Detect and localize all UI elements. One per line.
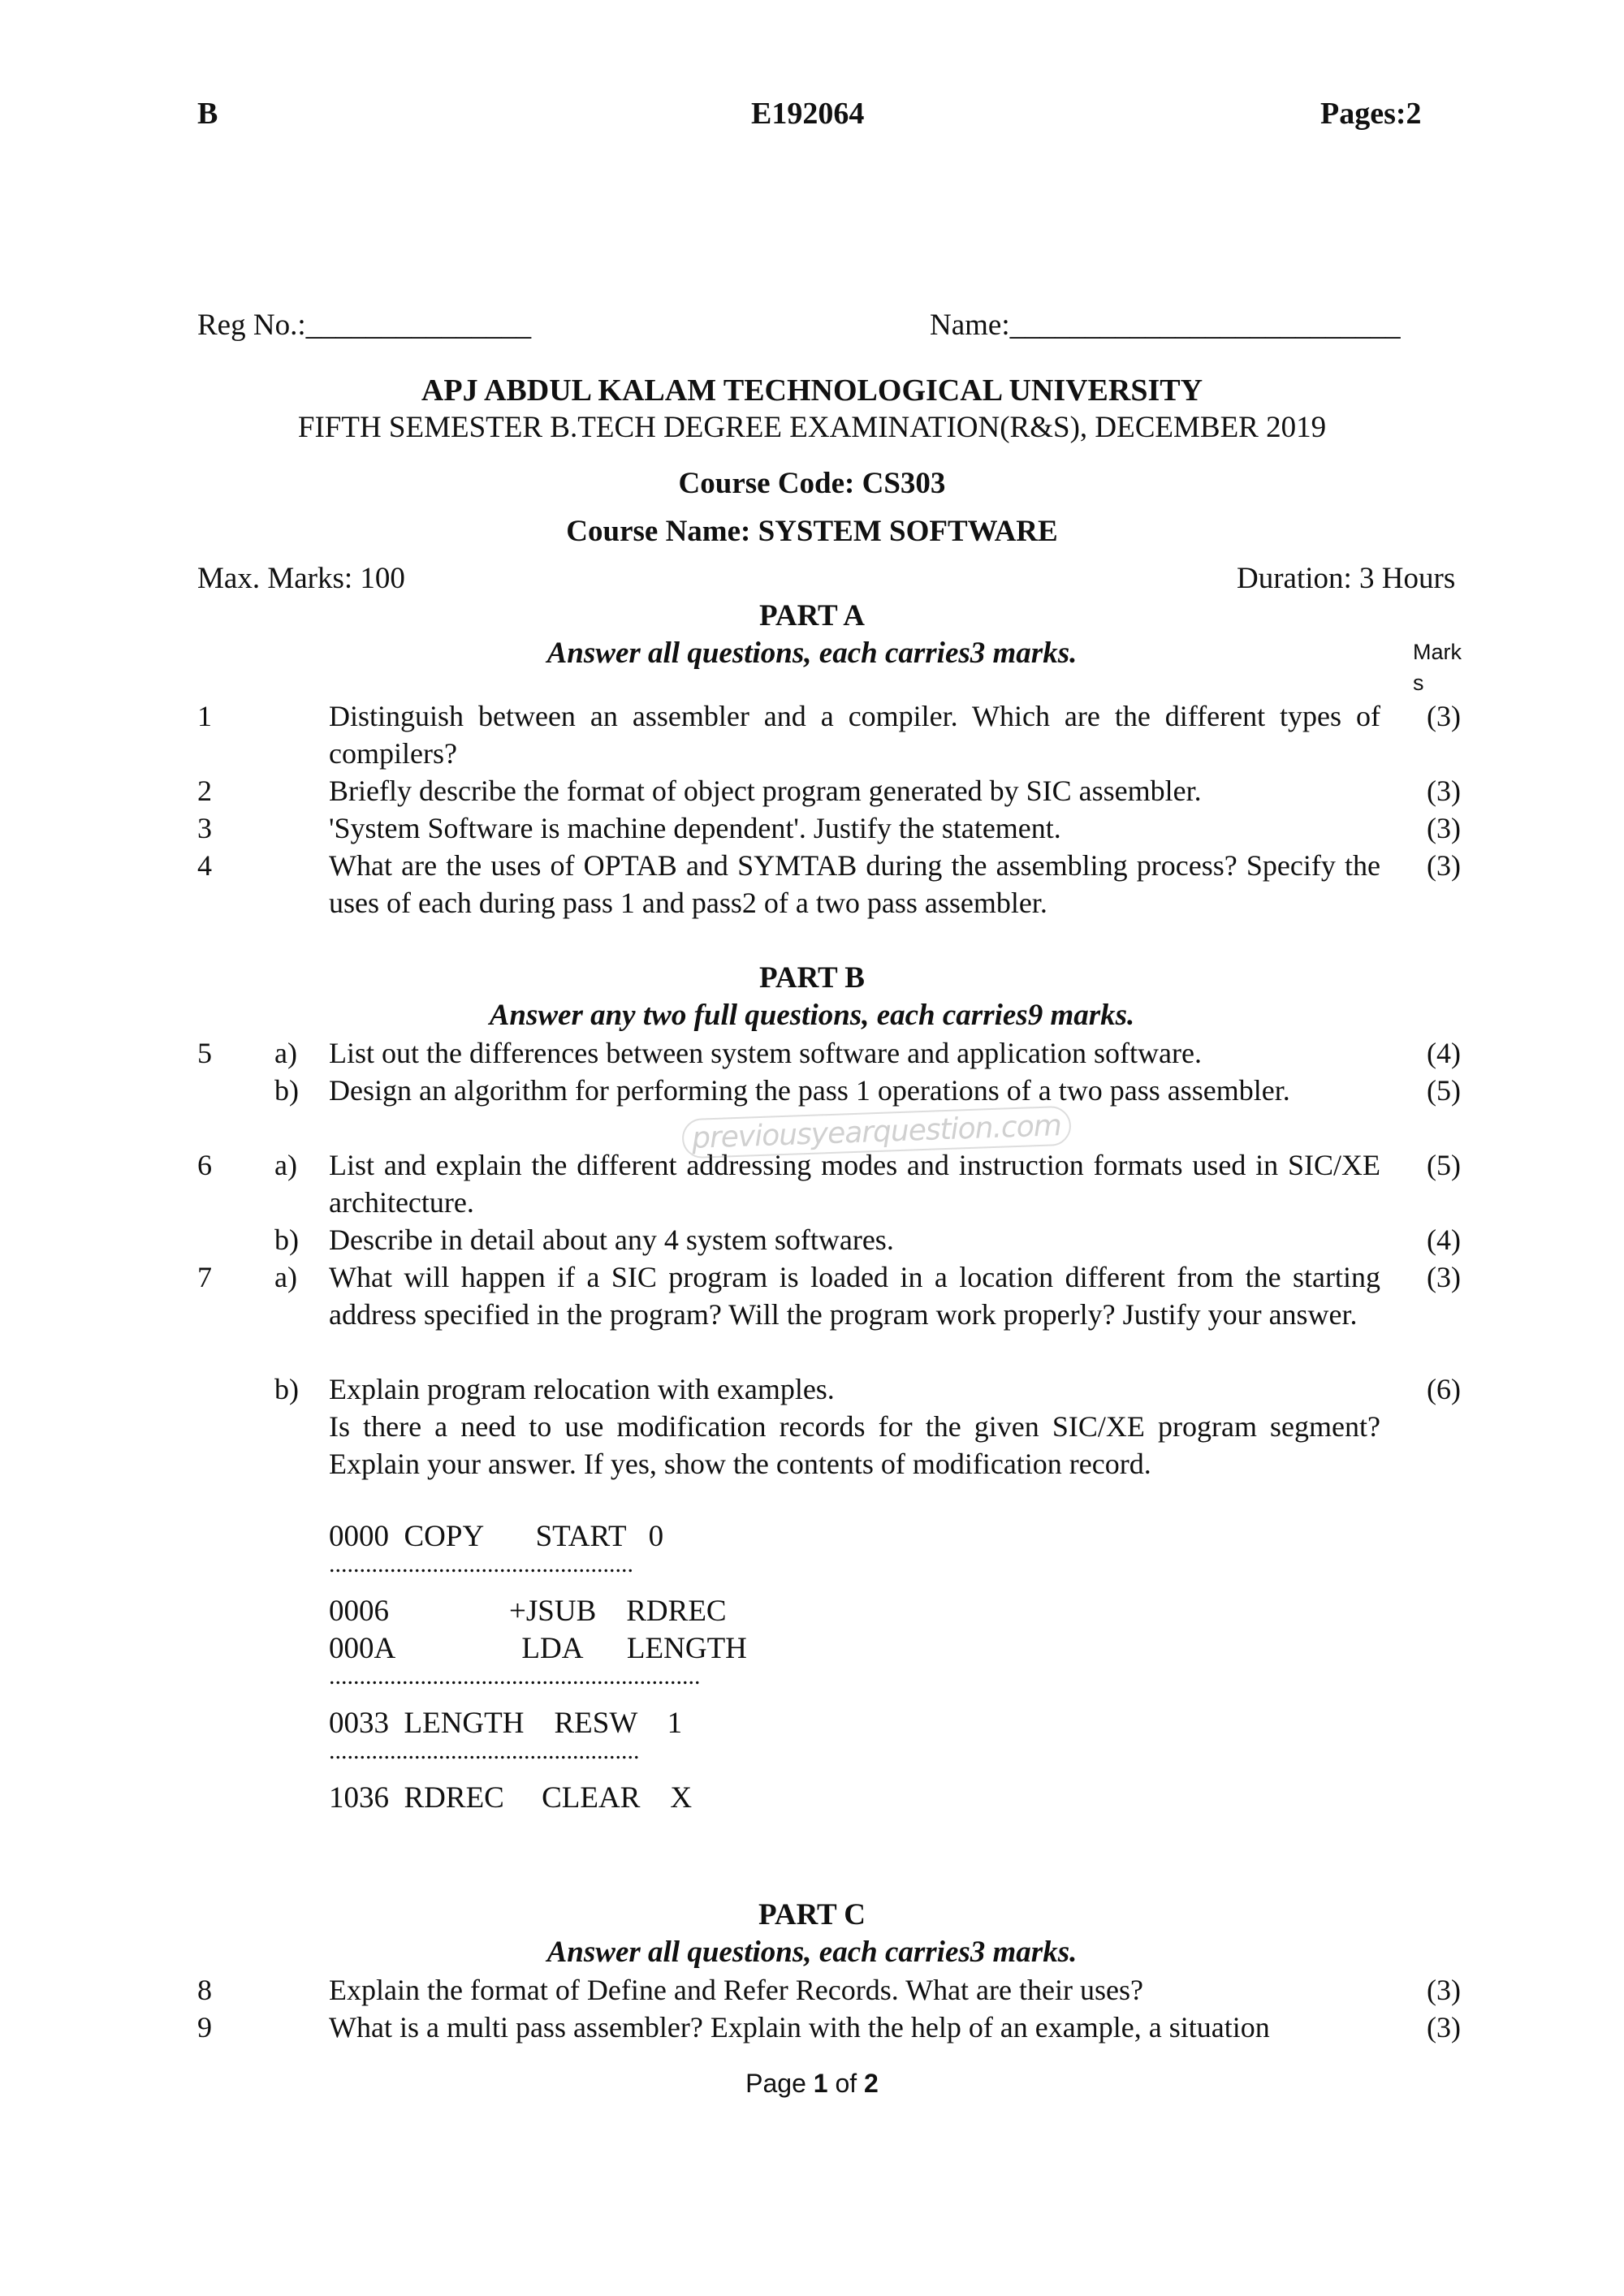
question-number: 5 (197, 1037, 212, 1069)
question-text: List out the differences between system software and application software. (329, 1037, 1202, 1069)
question-marks: (6) (1427, 1373, 1461, 1405)
footer-total-pages: 2 (864, 2069, 879, 2098)
page-count: Pages:2 (1320, 97, 1422, 131)
question-marks: (3) (1427, 1974, 1461, 2006)
footer-page-number: 1 (813, 2069, 828, 2098)
code-ellipsis: .................................................. (329, 1551, 633, 1577)
question-marks: (3) (1427, 775, 1461, 807)
paper-set-label: B (197, 97, 218, 131)
question-text: Briefly describe the format of object program generated by SIC assembler. (329, 775, 1202, 807)
question-text: Design an algorithm for performing the pass 1 operations of a two pass assembler. (329, 1074, 1290, 1107)
part-b-instruction: Answer any two full questions, each carries9 marks. (489, 999, 1135, 1032)
question-number: 4 (197, 849, 212, 882)
question-text: Describe in detail about any 4 system softwares. (329, 1224, 894, 1256)
footer-mid: of (827, 2069, 865, 2098)
question-marks: (3) (1427, 2011, 1461, 2044)
question-text: What is a multi pass assembler? Explain with the help of an example, a situation (329, 2011, 1270, 2044)
code-line: 1036 RDREC CLEAR X (329, 1781, 693, 1815)
page-footer (0, 2069, 1624, 2099)
code-line: 0006 +JSUB RDREC (329, 1595, 727, 1628)
code-line: 0000 COPY START 0 (329, 1520, 664, 1553)
question-marks: (3) (1427, 700, 1461, 732)
sub-question-label: a) (274, 1261, 297, 1293)
question-marks: (4) (1427, 1224, 1461, 1256)
question-number: 7 (197, 1261, 212, 1293)
question-number: 3 (197, 812, 212, 844)
code-line: 0033 LENGTH RESW 1 (329, 1707, 683, 1740)
question-text: Distinguish between an assembler and a compiler. Which are the different types of compilers? (329, 700, 1380, 770)
question-number: 1 (197, 700, 212, 732)
sub-question-label: b) (274, 1224, 299, 1256)
question-text: Explain the format of Define and Refer Records. What are their uses? (329, 1974, 1143, 2006)
watermark: previousyearquestion.com (681, 1106, 1071, 1159)
question-marks: (4) (1427, 1037, 1461, 1069)
question-number: 2 (197, 775, 212, 807)
question-text: 'System Software is machine dependent'. Justify the statement. (329, 812, 1061, 844)
part-a-instruction: Answer all questions, each carries3 marks. (546, 637, 1078, 670)
question-marks: (5) (1427, 1074, 1461, 1107)
code-line: 000A LDA LENGTH (329, 1632, 747, 1665)
name-field: Name:__________________________ (930, 309, 1401, 342)
question-text: What are the uses of OPTAB and SYMTAB during the assembling process? Specify the uses of each during pass 1 and pass2 of a two pass assembler. (329, 849, 1380, 919)
sub-question-label: a) (274, 1149, 297, 1181)
part-c-instruction: Answer all questions, each carries3 marks. (546, 1936, 1078, 1969)
reg-no-field: Reg No.:_______________ (197, 309, 532, 342)
question-text: Is there a need to use modification records for the given SIC/XE program segment? Explain your answer. If yes, show the contents of modification record. (329, 1410, 1380, 1480)
question-number: 6 (197, 1149, 212, 1181)
sub-question-label: b) (274, 1074, 299, 1107)
part-b-title: PART B (759, 961, 865, 995)
max-marks: Max. Marks: 100 (197, 562, 405, 595)
question-number: 9 (197, 2011, 212, 2044)
duration: Duration: 3 Hours (1237, 562, 1456, 595)
exam-title: FIFTH SEMESTER B.TECH DEGREE EXAMINATION(R&S), DECEMBER 2019 (297, 411, 1327, 444)
part-a-title: PART A (759, 599, 865, 632)
question-marks: (3) (1427, 849, 1461, 882)
course-code: Course Code: CS303 (678, 467, 946, 500)
code-ellipsis: ............................................................. (329, 1663, 701, 1690)
code-ellipsis: ................................................... (329, 1737, 640, 1764)
question-text: List and explain the different addressing modes and instruction formats used in SIC/XE architecture. (329, 1149, 1380, 1219)
sub-question-label: b) (274, 1373, 299, 1405)
sub-question-label: a) (274, 1037, 297, 1069)
part-c-title: PART C (758, 1898, 866, 1931)
question-marks: (3) (1427, 1261, 1461, 1293)
marks-column-header: Mark s (1413, 640, 1462, 695)
course-name: Course Name: SYSTEM SOFTWARE (566, 515, 1058, 548)
paper-code: E192064 (751, 97, 865, 131)
question-number: 8 (197, 1974, 212, 2006)
university-name: APJ ABDUL KALAM TECHNOLOGICAL UNIVERSITY (421, 373, 1203, 408)
footer-prefix: Page (745, 2069, 814, 2098)
question-marks: (5) (1427, 1149, 1461, 1181)
question-text: What will happen if a SIC program is loaded in a location different from the starting address specified in the program? Will the program work properly? Justify your answer. (329, 1261, 1380, 1331)
question-text: Explain program relocation with examples. (329, 1373, 835, 1405)
question-marks: (3) (1427, 812, 1461, 844)
